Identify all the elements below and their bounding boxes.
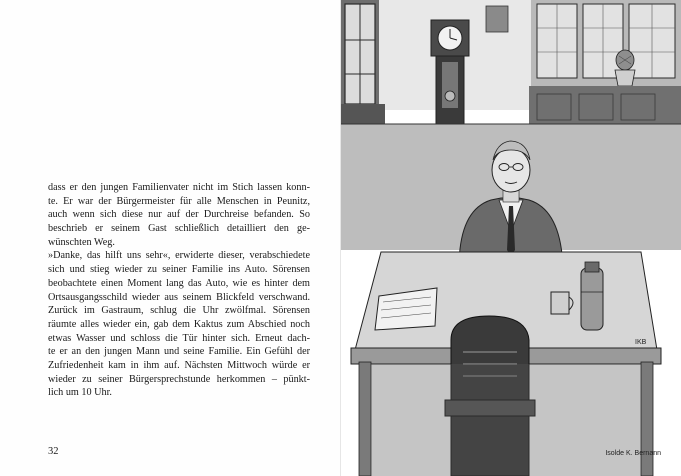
text-line: dass er den jungen Familienvater nicht im Stich lassen konn- (48, 182, 310, 193)
right-window (531, 0, 681, 86)
artist-signature: Isolde K. Bernann (605, 450, 661, 457)
text-line: beschrieb er seinem Gast schließlich detailliert den ge- (48, 223, 310, 235)
artist-monogram: IKB (635, 339, 647, 346)
page-number: 32 (48, 446, 59, 457)
text-line: Zufriedenheit kam in ihm auf. Nächsten Mittwoch würde er (48, 359, 310, 371)
text-line: beobachtete einen Moment lang das Auto, wie es hinter dem (48, 277, 310, 289)
thermos-flask (581, 262, 603, 330)
text-line: lich um 10 Uhr. (48, 387, 112, 399)
text-line: wünschten Weg. (48, 236, 115, 248)
body-text (48, 181, 310, 400)
text-line: auch wenn sich diese nur auf der Durchreise befanden. So (48, 209, 310, 221)
text-line: te. Er war der Bürgermeister für alle Menschen in Peunitz, (48, 195, 310, 207)
text-line: »Danke, das hilft uns sehr«, erwiderte dieser, verabschiedete (48, 250, 310, 262)
text-line: te er an den jungen Mann und seine Familie. Ein Gefühl der (48, 346, 310, 358)
table-shadow (371, 364, 641, 476)
illustration-drawing (341, 0, 681, 476)
text-line: Zurück im Gastraum, schlug die Uhr zwölfmal. Sörensen (48, 305, 310, 317)
text-line: Ortsausgangsschild wieder aus seinem Blickfeld verschwand. (48, 291, 310, 303)
text-line: räumte alles wieder ein, gab dem Kaktus zum Abschied noch (48, 318, 310, 330)
left-window (341, 0, 385, 124)
left-page (0, 0, 340, 476)
text-line: wieder zu seiner Bürgersprechstunde herkommen – pünkt- (48, 373, 310, 385)
ink-wash-illustration (341, 0, 681, 476)
wall-frame (486, 6, 508, 32)
wall-bench (529, 86, 681, 128)
text-line: sich und stieg wieder zu seiner Familie ins Auto. Sörensen (48, 264, 310, 276)
text-line: etwas Wasser und schloss die Tür hinter sich. Erneut dach- (48, 332, 310, 344)
